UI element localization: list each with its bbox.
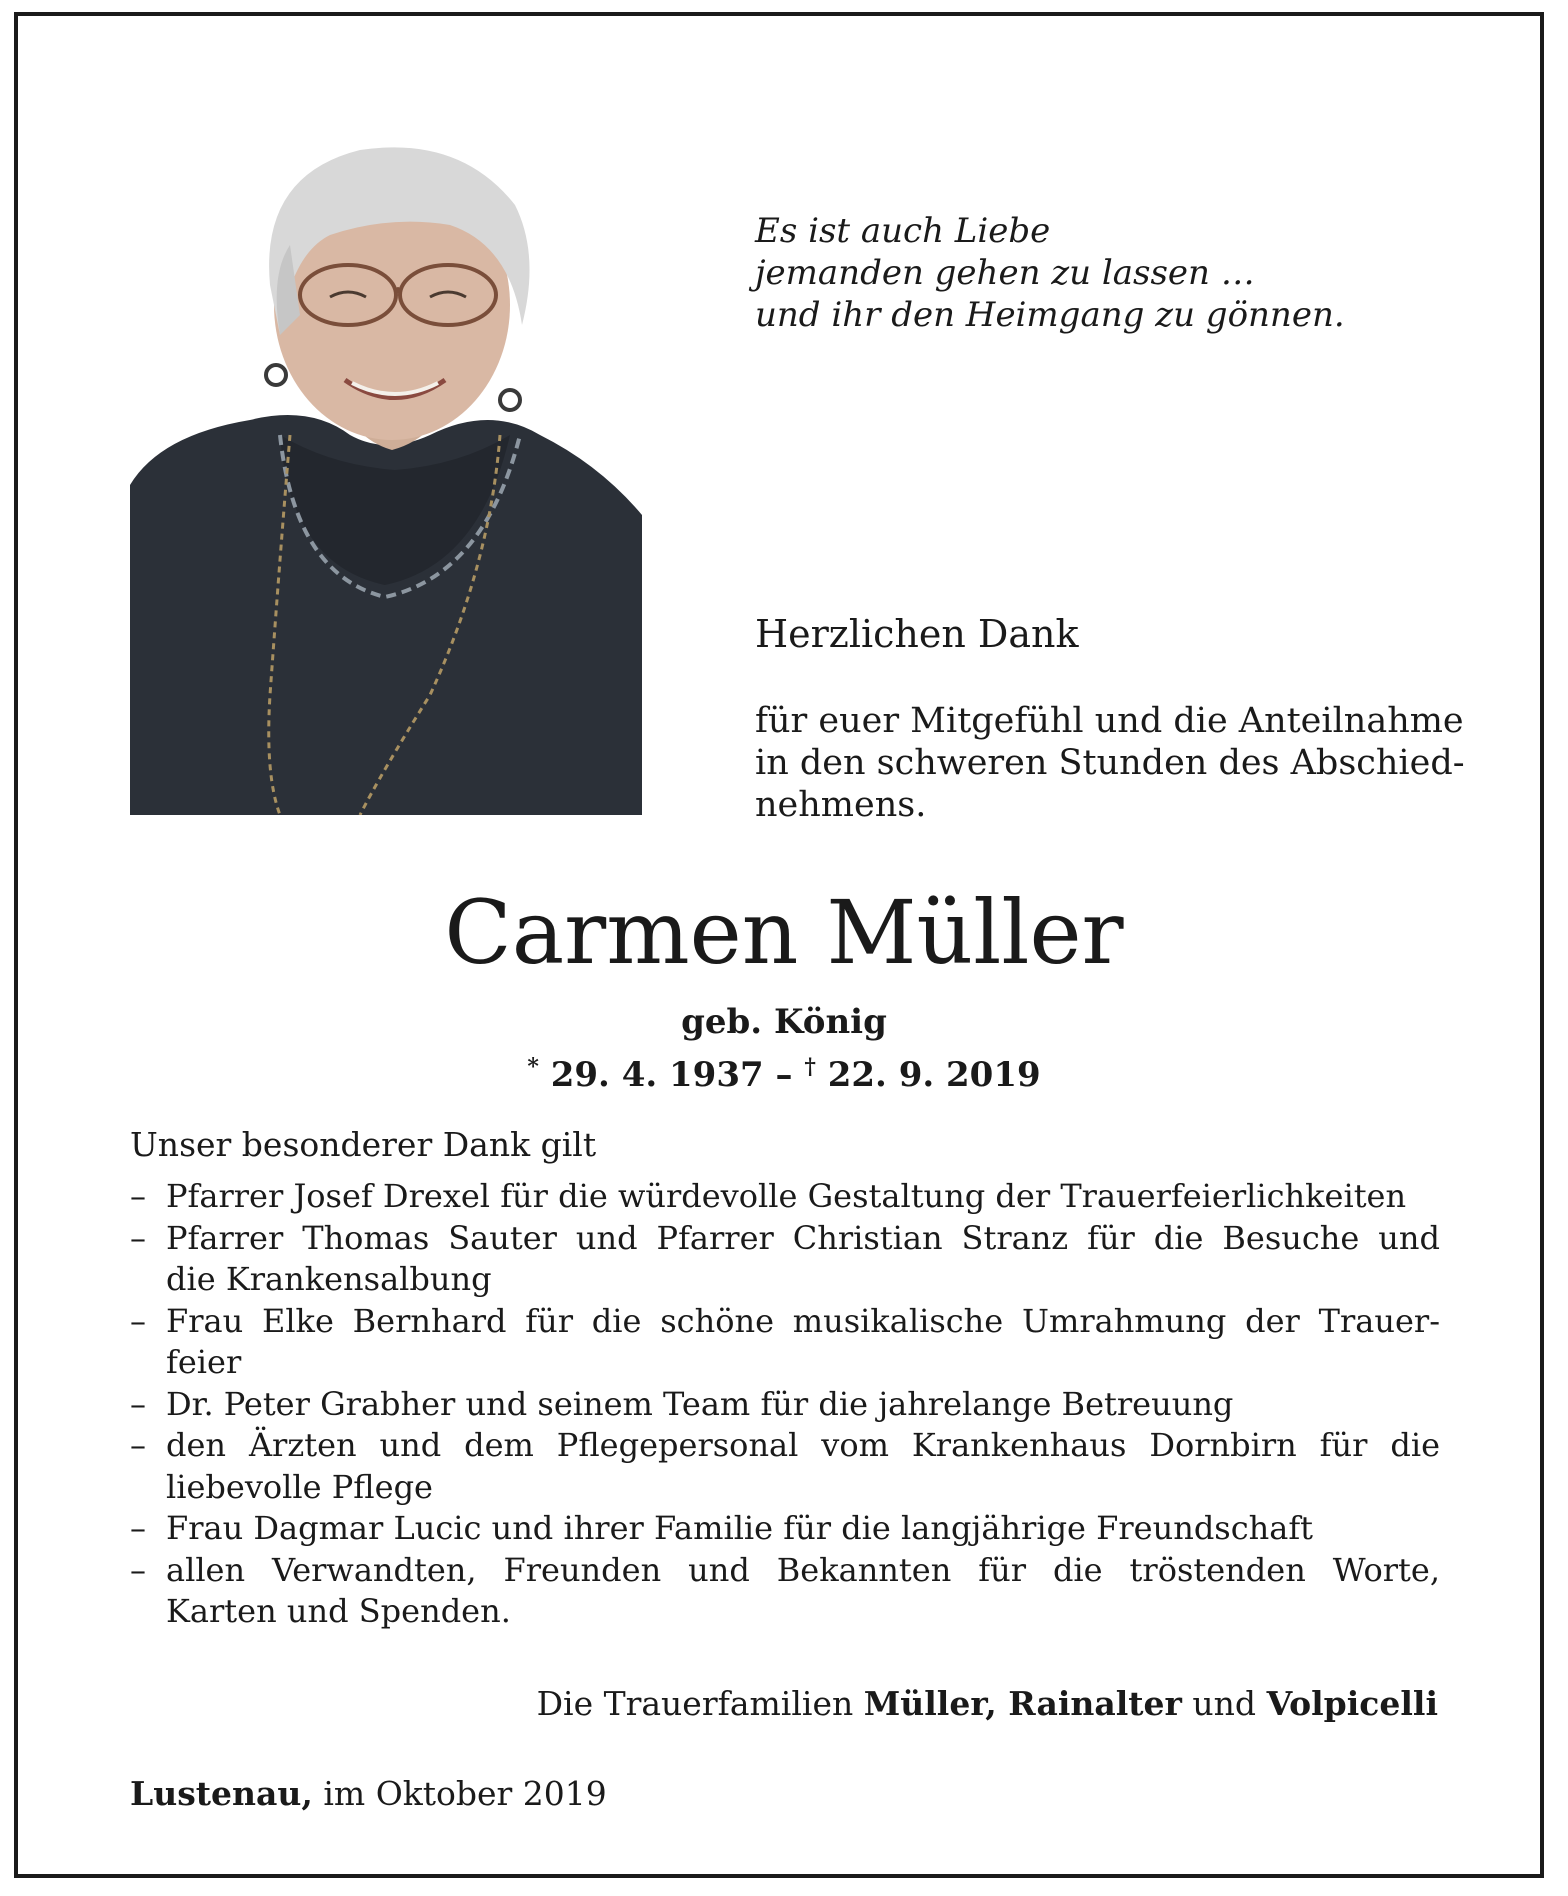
list-dash: – [130,1384,146,1423]
acknowledgement-item [130,1425,1440,1508]
life-dates [0,1044,1568,1098]
list-dash: – [130,1177,146,1215]
thanks-title: Herzlichen Dank [755,612,1079,656]
list-dash: – [130,1218,146,1257]
death-symbol: † [804,1054,816,1080]
acknowledgements-list [130,1176,1440,1633]
thanks-line: in den schweren Stunden des Abschied- [755,743,1465,783]
acknowledgement-item [130,1176,1440,1218]
acknowledgement-line: allen Verwandten, Freunden und Bekannten für die tröstenden Worte, [166,1550,1440,1589]
portrait-photo-icon [130,135,642,815]
birth-date: 29. 4. 1937 [550,1055,764,1095]
maiden-name: geb. König [681,1002,887,1042]
date: im Oktober 2019 [312,1774,607,1813]
acknowledgement-line: Pfarrer Josef Drexel für die würdevolle Gestaltung der Trauerfeierlichkeiten [166,1177,1407,1215]
quote [755,210,1475,336]
place-date [130,1772,607,1816]
signature-prefix: Die Trauerfamilien [536,1684,864,1723]
signature-family2: Volpicelli [1266,1684,1438,1723]
signature [537,1682,1438,1726]
acknowledgement-item [130,1384,1440,1426]
acknowledgement-line: Frau Elke Bernhard für die schöne musikalische Umrahmung der Trauer- [166,1301,1440,1340]
acknowledgement-item [130,1508,1440,1550]
place: Lustenau, [130,1774,313,1813]
deceased-name: Carmen Müller [444,881,1124,984]
list-dash: – [130,1550,146,1589]
thanks-text [755,700,1475,826]
thanks-line: für euer Mitgefühl und die Anteilnahme [755,701,1464,741]
signature-conjunction: und [1181,1684,1267,1723]
acknowledgement-item [130,1218,1440,1301]
acknowledgement-line: den Ärzten und dem Pflegepersonal vom Krankenhaus Dornbirn für die [166,1426,1440,1464]
list-dash: – [130,1509,146,1547]
acknowledgement-line: die Krankensalbung [166,1260,492,1298]
date-separator: – [763,1055,805,1095]
acknowledgement-item [130,1550,1440,1633]
death-date: 22. 9. 2019 [827,1055,1041,1095]
birth-symbol: * [527,1054,539,1080]
acknowledgement-line: Pfarrer Thomas Sauter und Pfarrer Christian Stranz für die Besuche und [166,1218,1440,1257]
list-dash: – [130,1301,146,1340]
acknowledgement-line: feier [166,1343,242,1381]
acknowledgements-intro: Unser besonderer Dank gilt [130,1125,597,1164]
quote-line: jemanden gehen zu lassen … [755,253,1255,293]
acknowledgement-line: Frau Dagmar Lucic und ihrer Familie für die langjährige Freundschaft [166,1509,1314,1547]
acknowledgement-line: liebevolle Pflege [166,1467,433,1506]
list-dash: – [130,1426,146,1464]
quote-line: und ihr den Heimgang zu gönnen. [755,295,1345,335]
acknowledgement-line: Karten und Spenden. [166,1592,511,1630]
signature-family1: Müller, Rainalter [863,1684,1182,1723]
quote-line: Es ist auch Liebe [755,211,1051,251]
acknowledgement-line: Dr. Peter Grabher und seinem Team für die jahrelange Betreuung [166,1384,1234,1423]
thanks-line: nehmens. [755,785,927,825]
acknowledgement-item [130,1301,1440,1384]
